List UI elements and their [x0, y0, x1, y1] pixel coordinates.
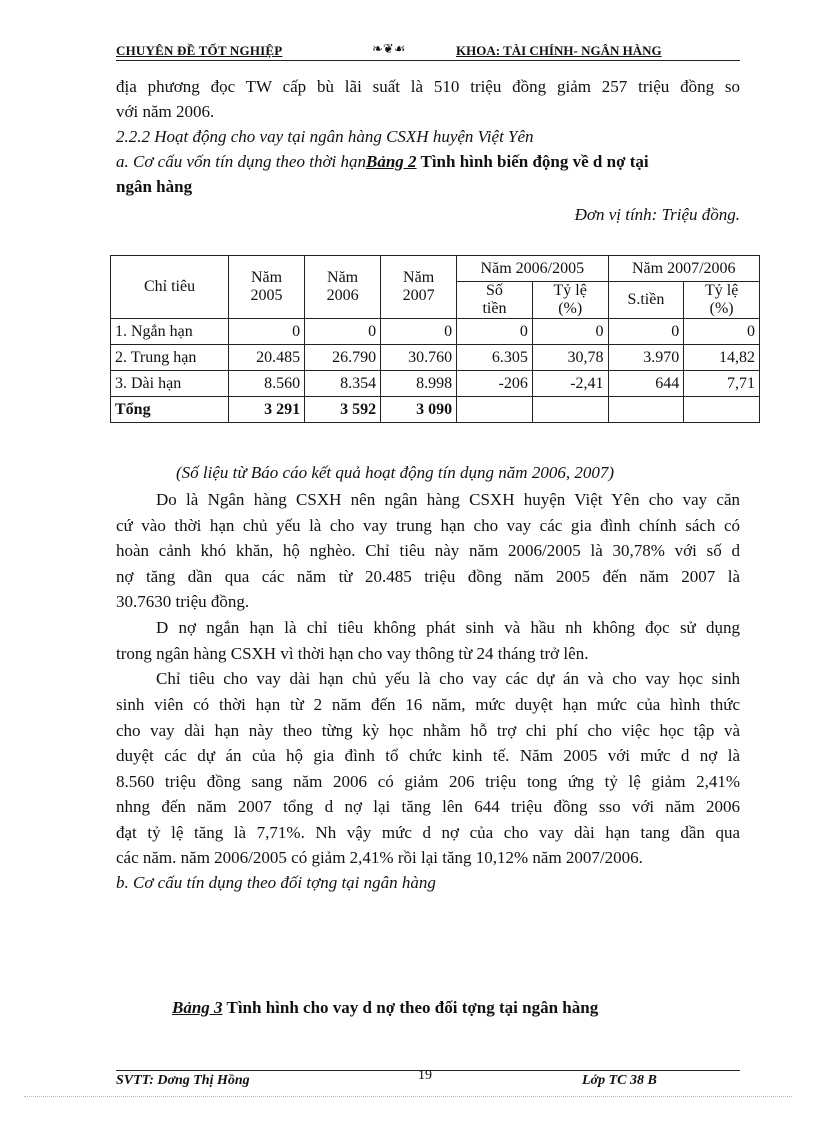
head-2005: Năm 2005	[229, 256, 305, 319]
head-ratio-2: Tỷ lệ (%)	[684, 282, 760, 319]
para3-line-7: đạt tỷ lệ tăng là 7,71%. Nh vậy mức d nợ của cho vay dài hạn tang dần qua	[116, 823, 740, 842]
head-amount-2: S.tiền	[608, 282, 684, 319]
para3-line-6: nhng đến năm 2007 tổng d nợ lại tăng lên 644 triệu đồng sso với năm 2006	[116, 797, 740, 816]
head-2006: Năm 2006	[305, 256, 381, 319]
table3-title	[172, 997, 598, 1019]
head-indicator: Chỉ tiêu	[111, 256, 229, 319]
table-row: 2. Trung hạn 20.485 26.790 30.760 6.305 30,78 3.970 14,82	[111, 345, 760, 371]
table2-title-line2: ngân hàng	[116, 177, 193, 196]
head-amount-1: Số tiền	[457, 282, 533, 319]
page-header	[116, 40, 740, 61]
section-heading: 2.2.2 Hoạt động cho vay tại ngân hàng CSXH huyện Việt Yên	[116, 127, 534, 146]
head-group-2007-2006: Năm 2007/2006	[608, 256, 759, 282]
para3-line-1: Chỉ tiêu cho vay dài hạn chủ yếu là cho vay các dự án và cho vay học sinh	[156, 669, 740, 688]
ornament-icon: ❧❦☙	[372, 41, 406, 56]
para1-line-3: hoàn cảnh khó khăn, hộ nghèo. Chỉ tiêu này năm 2006/2005 là 30,78% với số d	[116, 541, 740, 560]
subsection-b: b. Cơ cấu tín dụng theo đối tợng tại ngân hàng	[116, 873, 436, 892]
footer-class: Lớp TC 38 B	[582, 1073, 657, 1088]
para1-line-1: Do là Ngân hàng CSXH nên ngân hàng CSXH huyện Việt Yên cho vay căn	[156, 490, 740, 509]
para1-line-4: nợ tăng dần qua các năm từ 20.485 triệu đồng năm 2005 đến năm 2007 là	[116, 567, 740, 586]
para3-line-4: duyệt các dự án của hộ gia đình tổ chức kinh tế. Năm 2005 với mức d nợ là	[116, 746, 740, 765]
para3-line-5: 8.560 triệu đồng sang năm 2006 có giảm 206 triệu tong ứng tỷ lệ giảm 2,41%	[116, 772, 740, 791]
head-2007: Năm 2007	[381, 256, 457, 319]
page-bottom-divider	[24, 1096, 792, 1097]
table3-title-text: Tình hình cho vay d nợ theo đối tợng tại ngân hàng	[222, 998, 599, 1017]
para2-line-2: trong ngân hàng CSXH vì thời hạn cho vay thông từ 24 tháng trở lên.	[116, 644, 589, 663]
para2-line-1: D nợ ngắn hạn là chỉ tiêu không phát sinh và hầu nh không đọc sử dụng	[156, 618, 740, 637]
table-2	[110, 255, 760, 423]
table-row: 3. Dài hạn 8.560 8.354 8.998 -206 -2,41 644 7,71	[111, 371, 760, 397]
subsection-a	[116, 151, 740, 173]
para3-line-2: sinh viên có thời hạn từ 2 năm đến 16 năm, mức duyệt hạn mức của hình thức	[116, 695, 740, 714]
table3-label: Bảng 3	[172, 998, 223, 1017]
intro-line-2: với năm 2006.	[116, 102, 215, 121]
para3-line-3: cho vay dài hạn này theo từng kỳ học nhằm hỗ trợ chi phí cho việc học tập và	[116, 721, 740, 740]
unit-label: Đơn vị tính: Triệu đồng.	[574, 205, 740, 224]
header-left: CHUYÊN ĐỀ TỐT NGHIỆP	[116, 43, 283, 58]
para1-line-5: 30.7630 triệu đồng.	[116, 592, 250, 611]
source-note: (Số liệu từ Báo cáo kết quả hoạt động tín dụng năm 2006, 2007)	[176, 463, 614, 482]
intro-line-1: địa phương đọc TW cấp bù lãi suất là 510 triệu đồng giảm 257 triệu đồng so	[116, 77, 740, 96]
table-total-row: Tổng 3 291 3 592 3 090	[111, 397, 760, 423]
page-number: 19	[418, 1068, 432, 1083]
head-ratio-1: Tỷ lệ (%)	[532, 282, 608, 319]
head-group-2006-2005: Năm 2006/2005	[457, 256, 608, 282]
footer-student: SVTT: Dơng Thị Hồng	[116, 1073, 250, 1088]
subsection-a-text: a. Cơ cấu vốn tín dụng theo thời hạn	[116, 152, 366, 171]
header-right: KHOA: TÀI CHÍNH- NGÂN HÀNG	[456, 43, 662, 58]
para1-line-2: cứ vào thời hạn chủ yếu là cho vay trung hạn cho vay các gia đình chính sách có	[116, 516, 740, 535]
table-row: 1. Ngắn hạn 0 0 0 0 0 0 0	[111, 319, 760, 345]
para3-line-8: các năm. năm 2006/2005 có giảm 2,41% rồi lại tăng 10,12% năm 2007/2006.	[116, 848, 643, 867]
table2-label: Bảng 2	[366, 152, 417, 171]
table2-title: Tình hình biến động về d nợ tại	[416, 152, 649, 171]
